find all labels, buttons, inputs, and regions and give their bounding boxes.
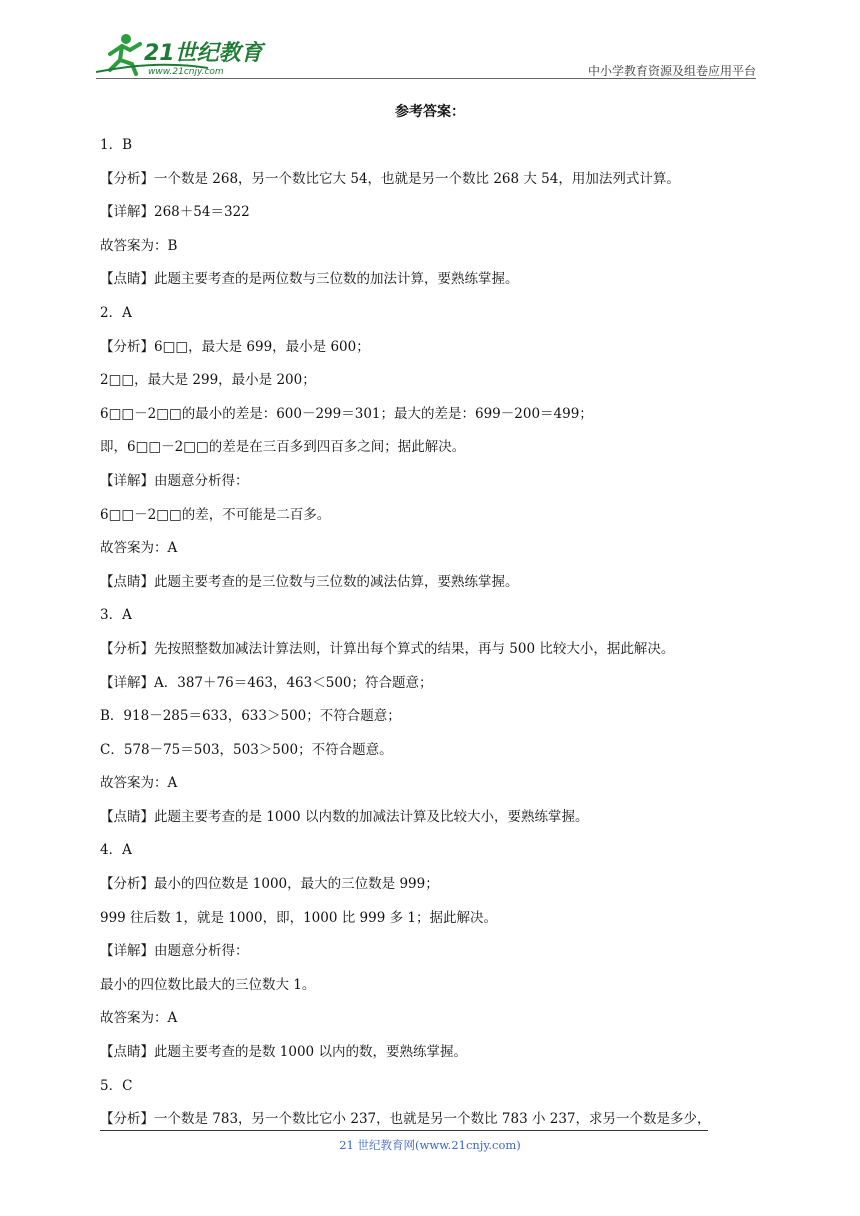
text-line: 【分析】最小的四位数是 1000，最大的三位数是 999； xyxy=(100,876,439,893)
text-line: 【详解】由题意分析得： xyxy=(100,943,249,960)
text-line: 5．C xyxy=(100,1077,133,1094)
text-line: 故答案为：B xyxy=(100,237,178,254)
text-line: 6□□－2□□的差，不可能是二百多。 xyxy=(100,506,331,523)
text-line: 故答案为：A xyxy=(100,540,178,557)
logo xyxy=(96,30,266,76)
page-title: 参考答案： xyxy=(395,104,465,120)
text-line: 故答案为：A xyxy=(100,775,178,792)
text-line: 6□□－2□□的最小的差是：600－299＝301；最大的差是：699－200＝499； xyxy=(100,405,593,422)
page-header xyxy=(96,30,756,78)
text-line: 4．A xyxy=(100,842,132,859)
text-line: 999 往后数 1，就是 1000，即，1000 比 999 多 1；据此解决。 xyxy=(100,909,497,926)
text-line: 【点睛】此题主要考查的是两位数与三位数的加法计算，要熟练掌握。 xyxy=(100,271,519,288)
text-line: 2□□，最大是 299，最小是 200； xyxy=(100,372,316,389)
header-divider xyxy=(96,78,756,79)
logo-text: 21世纪教育 xyxy=(144,41,263,66)
text-line: 【点睛】此题主要考查的是三位数与三位数的减法估算，要熟练掌握。 xyxy=(100,573,519,590)
text-line: 【详解】268＋54＝322 xyxy=(100,204,250,221)
text-line: C．578－75＝503，503＞500；不符合题意。 xyxy=(100,741,393,758)
answer-lines xyxy=(100,129,760,1137)
text-line: 【点睛】此题主要考查的是数 1000 以内的数，要熟练掌握。 xyxy=(100,1044,467,1061)
text-line: 故答案为：A xyxy=(100,1010,178,1027)
text-line: 最小的四位数比最大的三位数大 1。 xyxy=(100,976,316,993)
text-line: 3．A xyxy=(100,607,132,624)
answer-content xyxy=(100,95,760,1137)
footer-divider xyxy=(100,1130,708,1131)
text-line: 1．B xyxy=(100,137,133,153)
text-line: B．918－285＝633，633＞500；不符合题意； xyxy=(100,708,401,725)
logo-url: www.21cnjy.com xyxy=(148,67,224,76)
text-line: 【分析】先按照整数加减法计算法则，计算出每个算式的结果，再与 500 比较大小，据此解决。 xyxy=(100,640,675,657)
text-line: 2．A xyxy=(100,304,132,321)
footer-link[interactable]: 21 世纪教育网(www.21cnjy.com) xyxy=(339,1138,521,1152)
platform-name: 中小学教育资源及组卷应用平台 xyxy=(587,64,756,78)
text-line: 【分析】一个数是 783，另一个数比它小 237，也就是另一个数比 783 小 237，求另一个数是多少， xyxy=(100,1111,711,1128)
text-line: 【详解】A．387＋76＝463，463＜500；符合题意； xyxy=(100,674,433,691)
text-line: 【分析】一个数是 268，另一个数比它大 54，也就是另一个数比 268 大 54，用加法列式计算。 xyxy=(100,170,680,187)
text-line: 【详解】由题意分析得： xyxy=(100,472,249,489)
text-line: 【分析】6□□，最大是 699，最小是 600； xyxy=(100,338,370,355)
text-line: 【点睛】此题主要考查的是 1000 以内数的加减法计算及比较大小，要熟练掌握。 xyxy=(100,808,589,825)
text-line: 即，6□□－2□□的差是在三百多到四百多之间；据此解决。 xyxy=(100,439,466,456)
